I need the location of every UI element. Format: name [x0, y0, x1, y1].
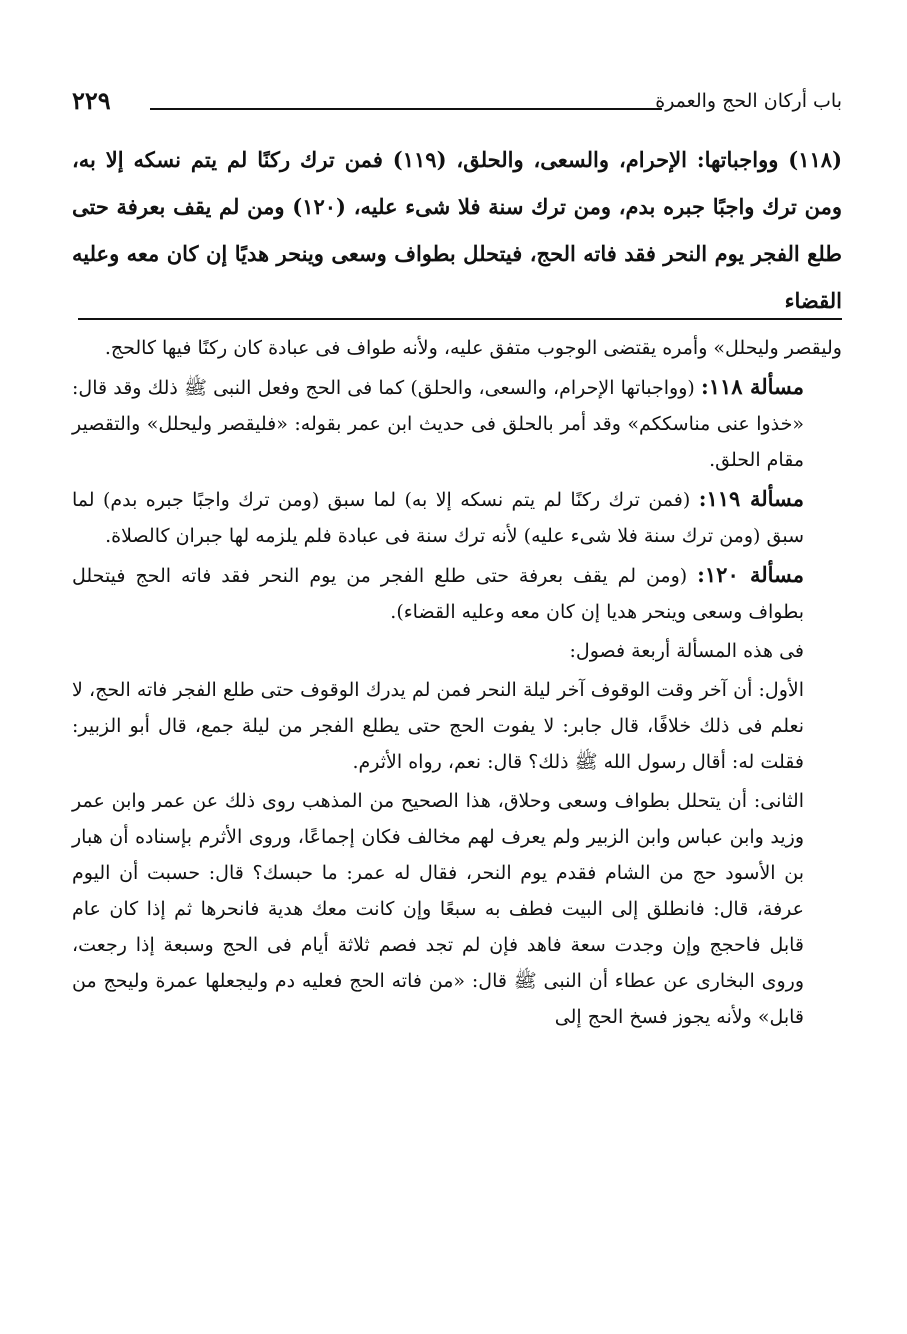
section-divider: [78, 318, 842, 320]
issue-120: [72, 557, 842, 630]
header-rule: [150, 108, 662, 110]
section-first: [72, 672, 842, 780]
issue-119: [72, 481, 842, 554]
issue-120-label: مسألة ١٢٠:: [697, 562, 804, 587]
issue-119-text: (فمن ترك ركنًا لم يتم نسكه إلا به) لما سبق (ومن ترك واجبًا جبره بدم) لما سبق (ومن ترك سنة فلا شىء عليه) لأنه ترك سنة فى عبادة فلم يلزمه لها جبران كالصلاة.: [72, 489, 804, 547]
section-first-label: الأول:: [758, 679, 804, 701]
main-text-paragraph: (١١٨) وواجباتها: الإحرام، والسعى، والحلق، (١١٩) فمن ترك ركنًا لم يتم نسكه إلا به، ومن ترك واجبًا جبره بدم، ومن ترك سنة فلا شىء عليه، (١٢٠) ومن لم يقف بعرفة حتى طلع الفجر يوم النحر فقد فاته الحج، فيتحلل بطواف وسعى وينحر هديًا إن كان معه وعليه القضاء: [72, 147, 842, 313]
commentary: [72, 330, 842, 1038]
sections-intro: فى هذه المسألة أربعة فصول:: [569, 640, 804, 662]
section-second-label: الثانى:: [753, 790, 804, 812]
section-first-text: أن آخر وقت الوقوف آخر ليلة النحر فمن لم يدرك الوقوف حتى طلع الفجر فاته الحج، لا نعلم فى ذلك خلافًا، قال جابر: لا يفوت الحج حتى يطلع الفجر من ليلة جمع، قال أبو الزبير: فقلت له: أقال رسول الله ﷺ ذلك؟ قال: نعم، رواه الأثرم.: [72, 679, 804, 773]
issue-118-label: مسألة ١١٨:: [700, 374, 804, 399]
commentary-paragraph: وليقصر وليحلل» وأمره يقتضى الوجوب متفق عليه، ولأنه طواف فى عبادة كان ركنًا فيها كالحج.: [104, 337, 842, 359]
running-title: باب أركان الحج والعمرة: [655, 90, 842, 112]
issue-120-text: (ومن لم يقف بعرفة حتى طلع الفجر من يوم النحر فقد فاته الحج فيتحلل بطواف وسعى وينحر هديا إن كان معه وعليه القضاء).: [72, 565, 804, 623]
issue-119-label: مسألة ١١٩:: [698, 486, 804, 511]
section-second-text: أن يتحلل بطواف وسعى وحلاق، هذا الصحيح من المذهب روى ذلك عن عمر وابن عمر وزيد وابن عباس وابن الزبير ولم يعرف لهم مخالف فكان إجماعًا، وروى الأثرم بإسناده أن هبار بن الأسود حج من الشام فقدم يوم النحر، فقال له عمر: ما حبسك؟ قال: حسبت أن اليوم عرفة، قال: فانطلق إلى البيت فطف به سبعًا وإن كانت معك هدية فانحرها ثم إذا كان عام قابل فاحجج وإن وجدت سعة فاهد فإن لم تجد فصم ثلاثة أيام فى الحج وسبعة إذا رجعت، وروى البخارى عن عطاء أن النبى ﷺ قال: «من فاته الحج فعليه دم وليجعلها عمرة وليحج من قابل» ولأنه يجوز فسخ الحج إلى: [72, 790, 804, 1028]
section-second: [72, 783, 842, 1035]
main-text: [72, 136, 842, 324]
page-number: ٢٢٩: [72, 86, 111, 115]
issue-118: [72, 369, 842, 478]
issue-118-text: (وواجباتها الإحرام، والسعى، والحلق) كما فى الحج وفعل النبى ﷺ ذلك وقد قال: «خذوا عنى مناسككم» وقد أمر بالحلق فى حديث ابن عمر بقوله: «فليقصر وليحلل» والتقصير مقام الحلق.: [72, 377, 804, 471]
page-header: [72, 86, 842, 126]
